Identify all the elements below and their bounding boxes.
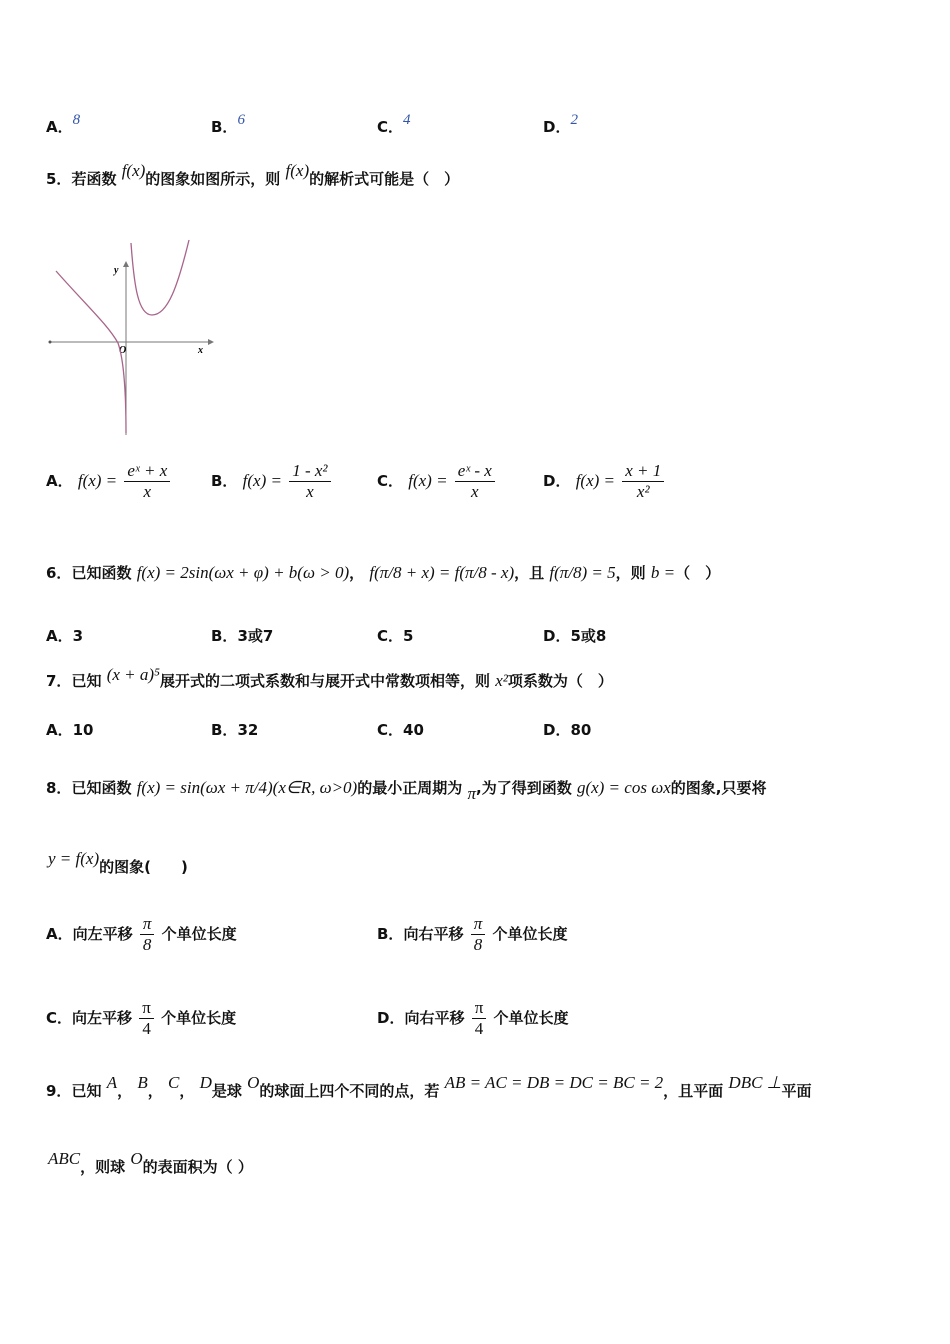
q6-option-a: A．3 <box>46 627 84 645</box>
q7-option-a: A．10 <box>46 721 94 739</box>
q9-stem-line2: ABC，则球 O的表面积为（ ） <box>48 1149 253 1176</box>
q7-option-d: D．80 <box>543 721 592 739</box>
q8-option-b: B．向右平移 $\frac{\pi}{8}$ 个单位长度 <box>377 914 568 954</box>
x-axis-arrow <box>208 339 214 345</box>
q8-option-a: A．向左平移 $\frac{\pi}{8}$ 个单位长度 <box>46 914 237 954</box>
q6-option-b: B．3或7 <box>211 627 274 645</box>
q9-stem: 9．已知 A， B， C， D是球 O的球面上四个不同的点，若 AB = AC = DB = DC = BC = 2，且平面 DBC ⊥平面 <box>46 1073 812 1100</box>
q5-stem: 5．若函数 f(x)的图象如图所示，则 f(x)的解析式可能是（ ） <box>46 161 460 188</box>
q5-function-graph <box>46 235 216 440</box>
q4-option-d: D．2 <box>543 112 578 136</box>
q8-stem: 8．已知函数 f(x) = sin(ωx + π/4)(x∈R, ω>0)的最小正周期为 π,为了得到函数 g(x) = cos ωx的图象,只要将 <box>46 778 767 803</box>
q4-option-b: B．6 <box>211 112 245 136</box>
q7-option-c: C．40 <box>377 721 424 739</box>
q7-option-b: B．32 <box>211 721 259 739</box>
q8-stem-line2: y = f(x)的图象( ) <box>48 849 188 876</box>
x-axis-start <box>49 341 52 344</box>
left-branch-curve <box>56 271 126 433</box>
q5-option-b: B． f(x) = $\frac{\text{1 - x²}}{x}$ <box>211 461 333 502</box>
y-axis-label: y <box>114 265 119 276</box>
q5-option-c: C． f(x) = $\frac{\text{eˣ - x}}{x}$ <box>377 461 497 502</box>
q6-stem: 6．已知函数 f(x) = 2sin(ωx + φ) + b(ω > 0)， f(π/8 + x) = f(π/8 - x)，且 f(π/8) = 5，则 b =（ ） <box>46 563 721 582</box>
x-axis-label: x <box>198 345 203 356</box>
q8-option-d: D．向右平移 $\frac{\pi}{4}$ 个单位长度 <box>377 998 569 1038</box>
right-branch-curve <box>131 240 189 315</box>
q6-option-d: D．5或8 <box>543 627 607 645</box>
q7-stem: 7．已知 (x + a)⁵展开式的二项式系数和与展开式中常数项相等，则 x²项系数为（ ） <box>46 665 613 690</box>
q8-option-c: C．向左平移 $\frac{\pi}{4}$ 个单位长度 <box>46 998 237 1038</box>
q4-option-c: C．4 <box>377 112 411 136</box>
q5-option-d: D． f(x) = $\frac{x + 1}{\text{x²}}$ <box>543 461 666 502</box>
q5-option-a: A． f(x) = $\frac{\text{eˣ + x}}{x}$ <box>46 461 172 502</box>
origin-label: O <box>119 345 127 356</box>
q4-option-a: A．8 <box>46 112 81 136</box>
y-axis-arrow <box>123 261 129 267</box>
q6-option-c: C．5 <box>377 627 414 645</box>
